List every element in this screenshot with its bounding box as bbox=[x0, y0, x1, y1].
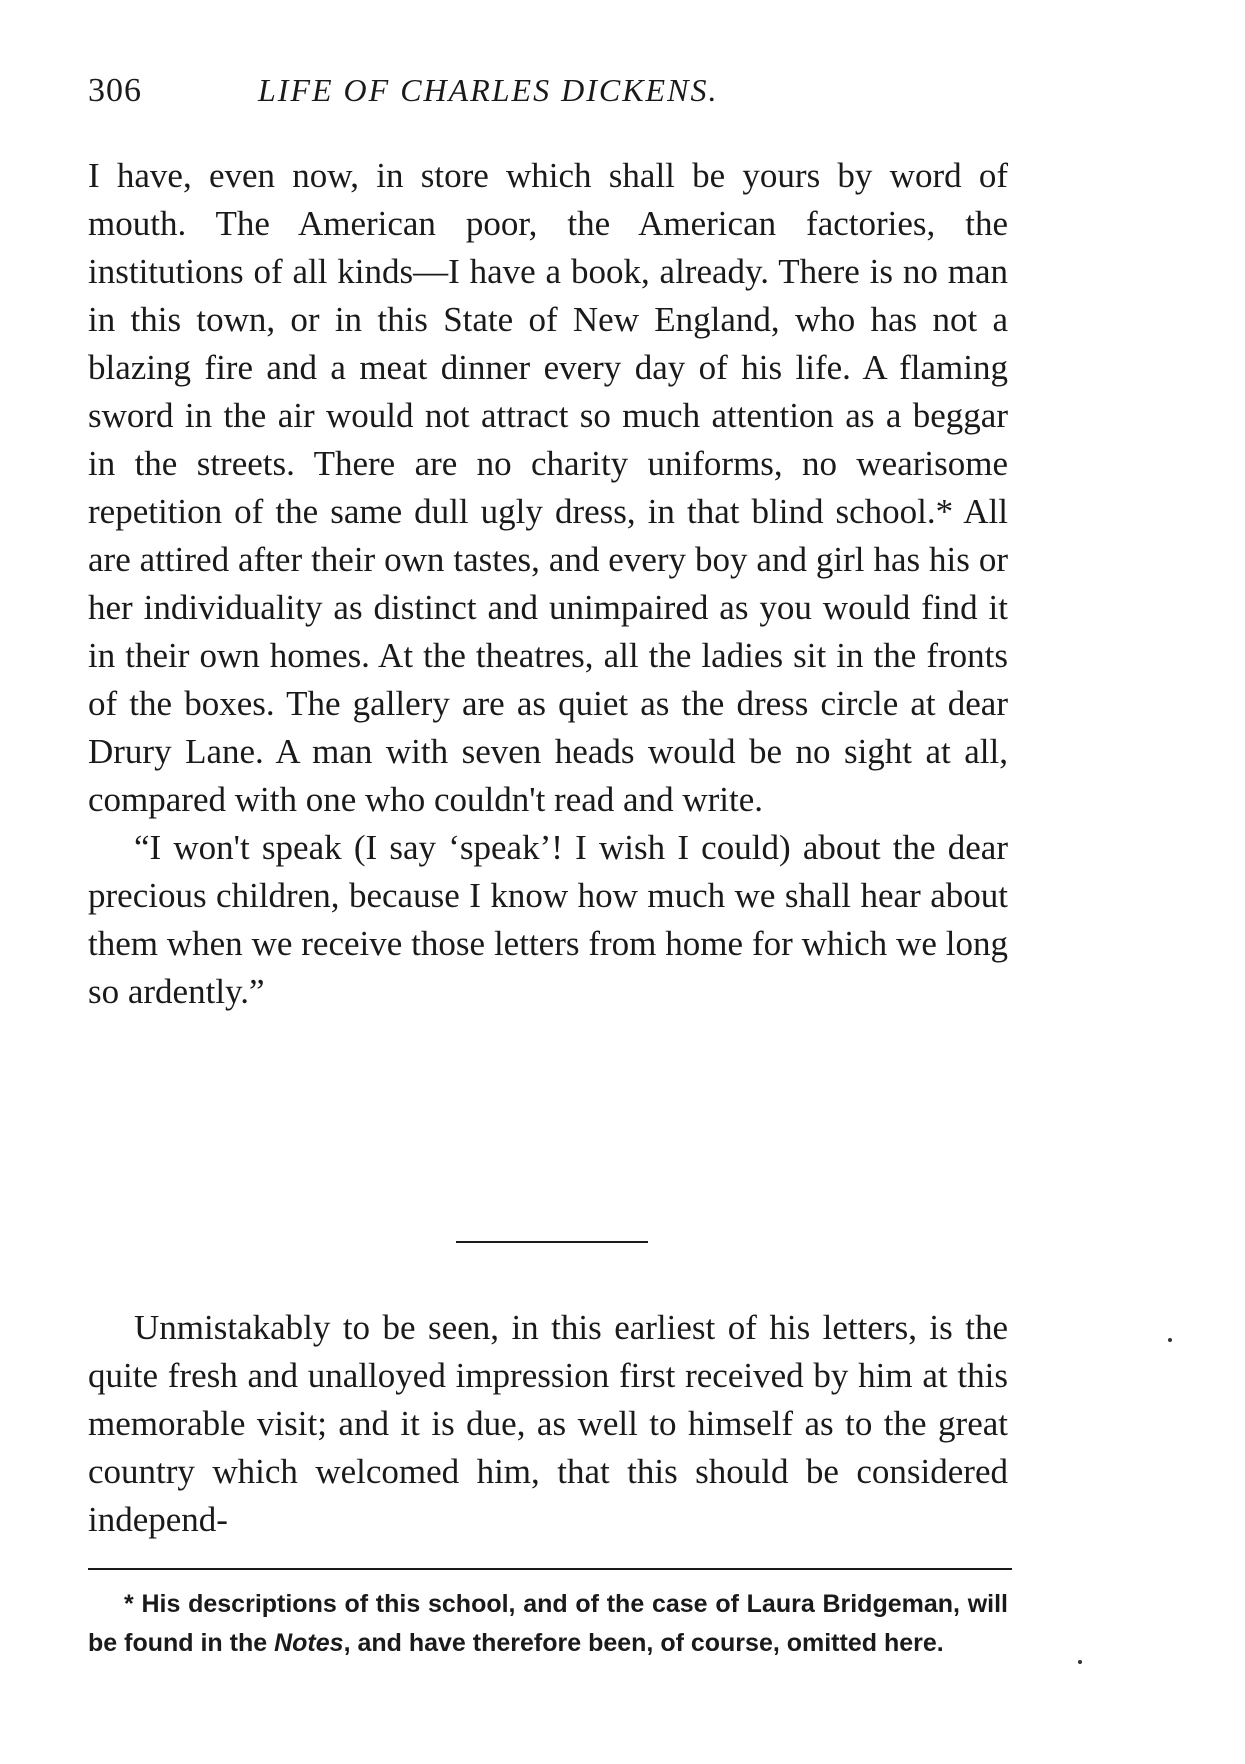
footnote-rule bbox=[88, 1568, 1012, 1570]
scan-speck bbox=[1078, 1660, 1082, 1664]
footnote-italic-title: Notes bbox=[274, 1629, 344, 1657]
running-title: LIFE OF CHARLES DICKENS. bbox=[258, 72, 719, 108]
page-number: 306 bbox=[88, 72, 142, 109]
section-divider bbox=[456, 1241, 648, 1243]
page-header bbox=[88, 72, 1008, 122]
paragraph-commentary: Unmistakably to be seen, in this earliest of his letters, is the quite fresh and unalloyed impression first received by him at this memorable visit; and it is due, as well to himself as to the great country which welcomed him, that this should be considered independ- bbox=[88, 1308, 1008, 1539]
scan-speck bbox=[1168, 1338, 1172, 1342]
commentary-text-block bbox=[88, 1304, 1008, 1544]
footnote-text-end: , and have therefore been, of course, omitted here. bbox=[343, 1629, 944, 1657]
paragraph-continued: I have, even now, in store which shall be yours by word of mouth. The American poor, the American factories, the institutions of all kinds—I have a book, already. There is no man in this town, or in this State of New England, who has not a blazing fire and a meat dinner every day of his life. A flaming sword in the air would not attract so much attention as a beggar in the streets. There are no charity uniforms, no wearisome repetition of the same dull ugly dress, in that blind school.* All are attired after their own tastes, and every boy and girl has his or her individuality as distinct and unimpaired as you would find it in their own homes. At the theatres, all the ladies sit in the fronts of the boxes. The gallery are as quiet as the dress circle at dear Drury Lane. A man with seven heads would be no sight at all, compared with one who couldn't read and write. bbox=[88, 156, 1008, 819]
footnote-marker: * bbox=[124, 1590, 134, 1618]
footnote-text-start: His descriptions of this school, and of the case of Laura Bridgeman, will be found in the bbox=[88, 1590, 1008, 1657]
paragraph-quote: “I won't speak (I say ‘speak’! I wish I could) about the dear precious children, because I know how much we shall hear about them when we receive those letters from home for which we long so ardently.” bbox=[88, 828, 1008, 1011]
main-text-block bbox=[88, 152, 1008, 1016]
footnote bbox=[88, 1585, 1008, 1663]
